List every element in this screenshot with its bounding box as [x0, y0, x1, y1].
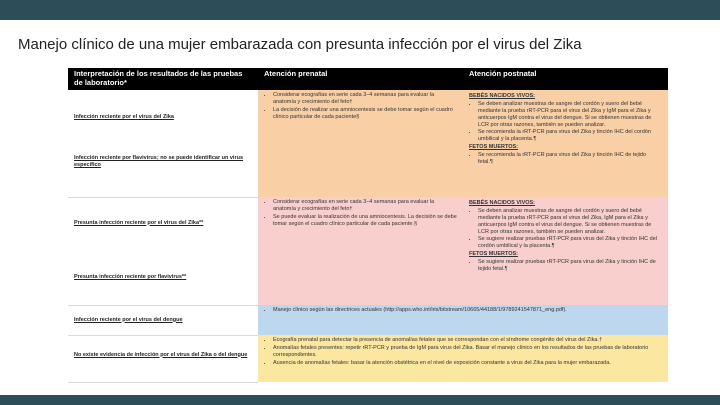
subheading-live: BEBÉS NACIDOS VIVOS:: [469, 200, 536, 206]
row-label: Infección reciente por el virus del dengue: [74, 316, 183, 323]
top-bar: [0, 0, 720, 20]
list-item: • Considerar ecografías en serie cada 3–4 semanas para evaluar la anatomía y crecimiento del feto†: [273, 92, 457, 106]
list-item: • Manejo clínico según las directrices actuales (http://apps.who.int/iris/bitstream/10665/44188/1/9789241547871_eng.pdf).: [273, 307, 662, 314]
header-interpretation: Interpretación de los resultados de las pruebas de laboratorio*: [68, 68, 258, 90]
subheading-dead: FETOS MUERTOS:: [469, 251, 518, 258]
row-2-labels: [68, 197, 258, 305]
header-prenatal: Atención prenatal: [258, 68, 463, 90]
list-item: • Anomalías fetales presentes: repetir rRT-PCR y prueba de IgM para virus del Zika. Basar el manejo clínico en los resultados de las pruebas de laboratorio correspondientes.: [273, 345, 662, 359]
row-label: Infección reciente por el virus del Zika: [74, 114, 174, 120]
list-item: • Se puede evaluar la realización de una amniocentesis. La decisión se debe tomar según el cuadro clínico particular de cada paciente.§: [273, 214, 457, 228]
row-label: No existe evidencia de infección por el virus del Zika o del dengue: [74, 351, 248, 358]
management-table: [68, 68, 668, 383]
row-4-labels: [68, 335, 258, 382]
slide-title: Manejo clínico de una mujer embarazada con presunta infección por el virus del Zika: [18, 36, 582, 53]
row-4-prenatal: [258, 335, 668, 382]
header-postnatal: Atención postnatal: [463, 68, 668, 90]
list-item: • Se recomienda la rRT-PCR para virus del Zika y tinción IHC del cordón umbilical y la placenta.¶: [478, 129, 662, 143]
list-item: • Se deben analizar muestras de sangre del cordón y suero del bebé mediante la prueba rRT-PCR para el virus del Zika y IgM para el Zika y anticuerpos IgM contra el virus del dengue. Si se obtienen muestras de LCR por otras razones, también se pueden analizar.: [478, 101, 662, 129]
list-item: • Se sugiere realizar pruebas rRT-PCR para virus del Zika y tinción IHC del cordón umbilical y la placenta.¶: [478, 236, 662, 250]
row-label: Presunta infección reciente por flavivirus**: [74, 274, 187, 281]
table-header-row: [68, 68, 668, 90]
row-2-prenatal: [258, 197, 463, 305]
list-item: • Se sugiere realizar pruebas rRT-PCR para virus del Zika y tinción IHC de tejido fetal.¶: [478, 259, 662, 273]
list-item: • La decisión de realizar una amniocentesis se debe tomar según el cuadro clínico particular de cada paciente§: [273, 107, 457, 121]
row-3-prenatal: [258, 305, 668, 335]
list-item: • Ausencia de anomalías fetales: basar la atención obstétrica en el nivel de exposición constante a virus del Zika para la mujer embarazada.: [273, 360, 662, 367]
row-1-prenatal: [258, 90, 463, 197]
list-item: • Se recomienda la rRT-PCR para virus del Zika y tinción IHC de tejido fetal.¶: [478, 152, 662, 166]
row-1-postnatal: [463, 90, 668, 197]
list-item: • Considerar ecografías en serie cada 3–4 semanas para evaluar la anatomía y crecimiento del feto†: [273, 199, 457, 213]
table-row: [68, 335, 668, 382]
table-row: [68, 305, 668, 335]
row-label: Presunta infección reciente por el virus del Zika**: [74, 219, 204, 226]
row-3-labels: [68, 305, 258, 335]
table-row: [68, 90, 668, 197]
row-2-postnatal: [463, 197, 668, 305]
row-label: Infección reciente por flavivirus; no se puede identificar un virus específico: [74, 154, 244, 168]
list-item: • Se deben analizar muestras de sangre del cordón y suero del bebé mediante la prueba rRT-PCR para el virus del Zika, IgM para el Zika y anticuerpos IgM contra el virus del dengue. Si se obtienen muestras de LCR por otras razones, también se pueden analizar.: [478, 208, 662, 236]
subheading-live: BEBÉS NACIDOS VIVOS:: [469, 93, 536, 99]
list-item: • Ecografía prenatal para detectar la presencia de anomalías fetales que se correspondan con el síndrome congénito del virus del Zika.†: [273, 337, 662, 344]
bottom-bar: [0, 395, 720, 405]
table-row: [68, 197, 668, 305]
subheading-dead: FETOS MUERTOS:: [469, 144, 518, 151]
row-1-labels: [68, 90, 258, 197]
